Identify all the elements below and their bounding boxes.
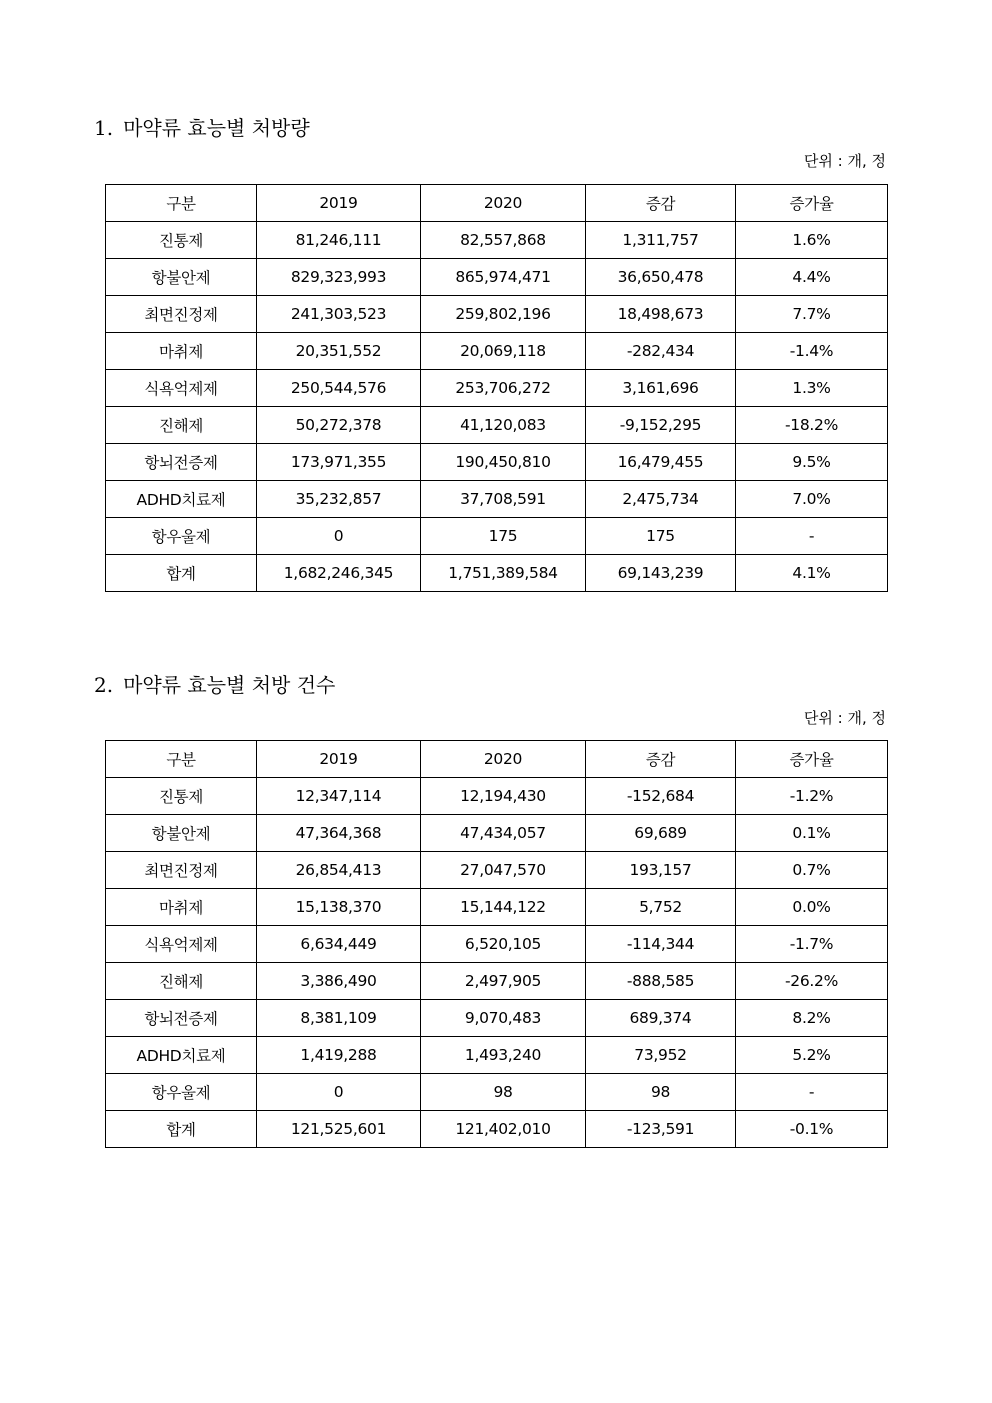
table-row bbox=[106, 1000, 888, 1037]
header-2019: 2019 bbox=[257, 185, 421, 222]
value-2019-cell: 829,323,993 bbox=[257, 259, 421, 296]
table-row bbox=[106, 1074, 888, 1111]
change-cell: -123,591 bbox=[586, 1111, 736, 1148]
rate-cell: -0.1% bbox=[736, 1111, 888, 1148]
value-2019-cell: 0 bbox=[257, 518, 421, 555]
section-number: 2. bbox=[94, 673, 114, 697]
unit-label: 단위 : 개, 정 bbox=[803, 709, 886, 727]
value-2020-cell: 41,120,083 bbox=[421, 407, 586, 444]
change-cell: -282,434 bbox=[586, 333, 736, 370]
change-cell: 69,143,239 bbox=[586, 555, 736, 592]
table-row bbox=[106, 259, 888, 296]
table-row bbox=[106, 778, 888, 815]
rate-cell: 4.1% bbox=[736, 555, 888, 592]
value-2019-cell: 81,246,111 bbox=[257, 222, 421, 259]
value-2019-cell: 26,854,413 bbox=[257, 852, 421, 889]
rate-cell: -1.4% bbox=[736, 333, 888, 370]
rate-cell: 1.3% bbox=[736, 370, 888, 407]
header-rate: 증가율 bbox=[736, 741, 888, 778]
value-2019-cell: 3,386,490 bbox=[257, 963, 421, 1000]
change-cell: -152,684 bbox=[586, 778, 736, 815]
rate-cell: 9.5% bbox=[736, 444, 888, 481]
table-row bbox=[106, 296, 888, 333]
rate-cell: 4.4% bbox=[736, 259, 888, 296]
header-row bbox=[106, 741, 888, 778]
category-cell: 진통제 bbox=[106, 778, 257, 815]
rate-cell: 0.1% bbox=[736, 815, 888, 852]
change-cell: 36,650,478 bbox=[586, 259, 736, 296]
table-row bbox=[106, 333, 888, 370]
table-row bbox=[106, 889, 888, 926]
table-row bbox=[106, 222, 888, 259]
header-rate: 증가율 bbox=[736, 185, 888, 222]
category-cell: 마취제 bbox=[106, 333, 257, 370]
header-category: 구분 bbox=[106, 185, 257, 222]
value-2020-cell: 37,708,591 bbox=[421, 481, 586, 518]
value-2020-cell: 1,751,389,584 bbox=[421, 555, 586, 592]
value-2020-cell: 190,450,810 bbox=[421, 444, 586, 481]
category-cell: 식욕억제제 bbox=[106, 370, 257, 407]
header-2020: 2020 bbox=[421, 185, 586, 222]
change-cell: -888,585 bbox=[586, 963, 736, 1000]
rate-cell: 5.2% bbox=[736, 1037, 888, 1074]
rate-cell: 7.7% bbox=[736, 296, 888, 333]
value-2020-cell: 865,974,471 bbox=[421, 259, 586, 296]
table-row bbox=[106, 852, 888, 889]
table-row bbox=[106, 370, 888, 407]
value-2020-cell: 47,434,057 bbox=[421, 815, 586, 852]
rate-cell: -1.2% bbox=[736, 778, 888, 815]
category-cell: 마취제 bbox=[106, 889, 257, 926]
header-2020: 2020 bbox=[421, 741, 586, 778]
total-row bbox=[106, 555, 888, 592]
category-cell: 진해제 bbox=[106, 963, 257, 1000]
header-row bbox=[106, 185, 888, 222]
change-cell: 5,752 bbox=[586, 889, 736, 926]
total-row bbox=[106, 1111, 888, 1148]
rate-cell: 8.2% bbox=[736, 1000, 888, 1037]
value-2020-cell: 98 bbox=[421, 1074, 586, 1111]
category-cell: 항우울제 bbox=[106, 1074, 257, 1111]
rate-cell: 0.7% bbox=[736, 852, 888, 889]
category-cell: 진통제 bbox=[106, 222, 257, 259]
value-2019-cell: 250,544,576 bbox=[257, 370, 421, 407]
table-row bbox=[106, 481, 888, 518]
table-row bbox=[106, 444, 888, 481]
category-cell: ADHD치료제 bbox=[106, 1037, 257, 1074]
category-cell: 항불안제 bbox=[106, 259, 257, 296]
value-2020-cell: 27,047,570 bbox=[421, 852, 586, 889]
header-category: 구분 bbox=[106, 741, 257, 778]
value-2020-cell: 259,802,196 bbox=[421, 296, 586, 333]
category-cell: 식욕억제제 bbox=[106, 926, 257, 963]
value-2020-cell: 1,493,240 bbox=[421, 1037, 586, 1074]
value-2019-cell: 50,272,378 bbox=[257, 407, 421, 444]
value-2019-cell: 1,419,288 bbox=[257, 1037, 421, 1074]
value-2020-cell: 2,497,905 bbox=[421, 963, 586, 1000]
header-2019: 2019 bbox=[257, 741, 421, 778]
value-2020-cell: 82,557,868 bbox=[421, 222, 586, 259]
category-cell: 최면진정제 bbox=[106, 852, 257, 889]
rate-cell: 0.0% bbox=[736, 889, 888, 926]
header-change: 증감 bbox=[586, 741, 736, 778]
change-cell: 16,479,455 bbox=[586, 444, 736, 481]
table-row bbox=[106, 518, 888, 555]
rate-cell: -18.2% bbox=[736, 407, 888, 444]
rate-cell: - bbox=[736, 1074, 888, 1111]
category-cell: 항불안제 bbox=[106, 815, 257, 852]
value-2019-cell: 12,347,114 bbox=[257, 778, 421, 815]
value-2019-cell: 35,232,857 bbox=[257, 481, 421, 518]
table-row bbox=[106, 815, 888, 852]
value-2019-cell: 6,634,449 bbox=[257, 926, 421, 963]
change-cell: 18,498,673 bbox=[586, 296, 736, 333]
category-cell: 최면진정제 bbox=[106, 296, 257, 333]
section-title-text: 마약류 효능별 처방 건수 bbox=[123, 673, 336, 697]
section-title-text: 마약류 효능별 처방량 bbox=[123, 116, 310, 140]
value-2019-cell: 47,364,368 bbox=[257, 815, 421, 852]
change-cell: -9,152,295 bbox=[586, 407, 736, 444]
table-row bbox=[106, 963, 888, 1000]
section-number: 1. bbox=[94, 116, 114, 140]
category-cell: 항뇌전증제 bbox=[106, 444, 257, 481]
value-2019-cell: 8,381,109 bbox=[257, 1000, 421, 1037]
rate-cell: 1.6% bbox=[736, 222, 888, 259]
category-cell: ADHD치료제 bbox=[106, 481, 257, 518]
value-2019-cell: 241,303,523 bbox=[257, 296, 421, 333]
value-2019-cell: 173,971,355 bbox=[257, 444, 421, 481]
table-row bbox=[106, 1037, 888, 1074]
prescription-volume-table bbox=[105, 184, 888, 592]
rate-cell: - bbox=[736, 518, 888, 555]
change-cell: 69,689 bbox=[586, 815, 736, 852]
change-cell: 193,157 bbox=[586, 852, 736, 889]
table-row bbox=[106, 407, 888, 444]
category-cell: 항우울제 bbox=[106, 518, 257, 555]
header-change: 증감 bbox=[586, 185, 736, 222]
value-2020-cell: 121,402,010 bbox=[421, 1111, 586, 1148]
category-cell: 진해제 bbox=[106, 407, 257, 444]
value-2019-cell: 20,351,552 bbox=[257, 333, 421, 370]
change-cell: 2,475,734 bbox=[586, 481, 736, 518]
value-2019-cell: 1,682,246,345 bbox=[257, 555, 421, 592]
change-cell: 98 bbox=[586, 1074, 736, 1111]
value-2020-cell: 253,706,272 bbox=[421, 370, 586, 407]
change-cell: -114,344 bbox=[586, 926, 736, 963]
value-2020-cell: 12,194,430 bbox=[421, 778, 586, 815]
section-title bbox=[94, 114, 310, 142]
value-2019-cell: 0 bbox=[257, 1074, 421, 1111]
category-cell: 합계 bbox=[106, 1111, 257, 1148]
category-cell: 항뇌전증제 bbox=[106, 1000, 257, 1037]
change-cell: 1,311,757 bbox=[586, 222, 736, 259]
value-2020-cell: 6,520,105 bbox=[421, 926, 586, 963]
change-cell: 689,374 bbox=[586, 1000, 736, 1037]
value-2020-cell: 15,144,122 bbox=[421, 889, 586, 926]
section-title bbox=[94, 671, 335, 699]
table-row bbox=[106, 926, 888, 963]
prescription-count-table bbox=[105, 740, 888, 1148]
rate-cell: -26.2% bbox=[736, 963, 888, 1000]
change-cell: 73,952 bbox=[586, 1037, 736, 1074]
rate-cell: -1.7% bbox=[736, 926, 888, 963]
rate-cell: 7.0% bbox=[736, 481, 888, 518]
value-2020-cell: 175 bbox=[421, 518, 586, 555]
unit-label: 단위 : 개, 정 bbox=[803, 152, 886, 170]
change-cell: 3,161,696 bbox=[586, 370, 736, 407]
value-2019-cell: 121,525,601 bbox=[257, 1111, 421, 1148]
change-cell: 175 bbox=[586, 518, 736, 555]
category-cell: 합계 bbox=[106, 555, 257, 592]
value-2020-cell: 9,070,483 bbox=[421, 1000, 586, 1037]
value-2019-cell: 15,138,370 bbox=[257, 889, 421, 926]
value-2020-cell: 20,069,118 bbox=[421, 333, 586, 370]
